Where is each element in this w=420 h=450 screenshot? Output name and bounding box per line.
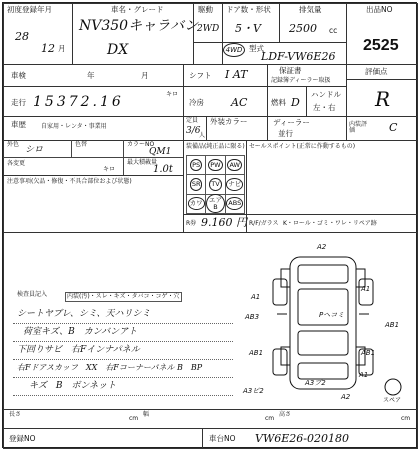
equipment-mark: カワ xyxy=(188,197,205,210)
handle-options: 左・右 xyxy=(313,103,336,112)
modify-label: 各変更 xyxy=(7,160,26,167)
equipment-mark: PS xyxy=(190,159,202,172)
equipment-label: 装備品(純正品に限る) xyxy=(186,143,245,150)
doors-label: ドア数・形状 xyxy=(226,5,271,14)
equipment-cell xyxy=(186,174,206,194)
warranty-sub: 記録簿ディーラー取扱 xyxy=(271,77,331,84)
damage-label: AB1 xyxy=(385,321,400,329)
equipment-mark: ABS xyxy=(226,197,243,210)
color-label: 外装カラー xyxy=(210,117,248,126)
first-reg-year: 28 xyxy=(15,30,29,43)
damage-label: Pヘコミ xyxy=(319,311,345,319)
equipment-cell xyxy=(225,174,245,194)
load-label: 最大積載量 xyxy=(127,159,158,166)
drive-value: 2WD xyxy=(197,24,220,34)
glass-label: R/F/ガラス xyxy=(249,220,279,227)
first-reg-month-unit: 月 xyxy=(58,44,66,53)
damage-label: AB1 xyxy=(361,349,376,357)
model-value: LDF-VW6E26 xyxy=(261,50,336,63)
outer-color-value: シロ xyxy=(25,145,44,155)
capacity-label: 定員 xyxy=(186,117,199,124)
engine-unit: cc xyxy=(329,26,338,35)
equipment-cell xyxy=(205,194,225,214)
lot-label: 出品NO xyxy=(366,5,393,14)
capacity-value: 3/6 xyxy=(186,126,201,136)
model-label: 型式 xyxy=(249,44,264,53)
color-no-value: QM1 xyxy=(149,147,172,157)
damage-label: A1 xyxy=(359,371,369,379)
color-no-label: カラーNO xyxy=(127,141,155,148)
equipment-cell xyxy=(225,155,245,175)
damage-label: A3プ2 xyxy=(305,379,326,387)
glass-options: K・ロール・ゴミ・ワレ・リペア跡 xyxy=(283,220,377,227)
modify-unit: キロ xyxy=(103,166,116,173)
equipment-mark: ナビ xyxy=(226,178,243,191)
mileage-unit: キロ xyxy=(166,91,179,98)
length-label: 長さ xyxy=(9,411,22,418)
inspector-label: 検査員記入 xyxy=(17,291,48,298)
sales-point-box xyxy=(246,140,418,215)
inspector-line: シートヤブレ、シミ、天ハリシミ xyxy=(17,309,151,319)
shaken-month: 月 xyxy=(141,71,149,80)
damage-label: AB1 xyxy=(249,349,264,357)
equipment-mark: SR xyxy=(190,178,203,191)
mileage-label: 走行 xyxy=(11,98,26,107)
inspector-line: 荷室キズ、B カンバンアト xyxy=(23,327,138,337)
auction-sheet xyxy=(2,2,417,448)
equipment-mark: TV xyxy=(209,178,221,191)
history-label: 車歴 xyxy=(11,120,26,129)
interior-value: C xyxy=(389,121,398,134)
engine-value: 2500 xyxy=(289,22,317,35)
shift-label: シフト xyxy=(189,71,212,80)
inspector-line: キズ B ボンネット xyxy=(29,381,117,391)
equipment-cell xyxy=(205,174,225,194)
warranty-label: 保証書 xyxy=(279,66,302,75)
first-reg-label: 初度登録年月 xyxy=(7,5,52,14)
damage-label: AB3 xyxy=(245,313,260,321)
car-name-label: 車名・グレード xyxy=(111,5,164,14)
drive-label: 駆動 xyxy=(198,5,213,14)
car-name: NV350キャラバン xyxy=(79,18,199,34)
first-reg-month: 12 xyxy=(41,42,55,55)
dimensions-box xyxy=(3,409,418,429)
inspector-options: 内装(汚)・スレ・キズ・タバコ・コゲ・穴 xyxy=(67,293,180,300)
inspector-line: 下回りサビ 右Fインナパネル xyxy=(17,345,140,355)
score-label: 評価点 xyxy=(365,67,388,76)
equipment-mark: エアB xyxy=(206,194,224,213)
r-ken-value: 9.160 円 xyxy=(201,216,247,229)
chassis-value: VW6E26-020180 xyxy=(255,432,349,445)
shaken-year: 年 xyxy=(87,71,95,80)
damage-label: A2 xyxy=(341,393,351,401)
interior-label: 内装評価 xyxy=(349,121,368,134)
equipment-grid xyxy=(186,155,244,213)
r-ken-label: R券 xyxy=(186,220,197,227)
damage-label: A1 xyxy=(361,285,371,293)
outer-color-label: 外色 xyxy=(7,141,20,148)
fuel-value: D xyxy=(291,96,300,109)
shaken-label: 車検 xyxy=(11,71,26,80)
car-grade: DX xyxy=(107,42,129,58)
inspector-line: 右Fドアスカッフ XX 右Fコーナーパネル B BP xyxy=(17,363,203,372)
equipment-mark: PW xyxy=(208,159,222,172)
equipment-cell xyxy=(186,194,206,214)
shift-value: I AT xyxy=(225,68,248,81)
dealer-value: 並行 xyxy=(278,129,293,138)
lot-number: 2525 xyxy=(363,37,399,54)
equipment-cell xyxy=(225,194,245,214)
engine-label: 排気量 xyxy=(299,5,322,14)
mileage-value: 15372.16 xyxy=(33,94,124,110)
fuel-label: 燃料 xyxy=(271,98,286,107)
caution-label: 注意事項(欠品・修復・不具合部位および状態) xyxy=(7,178,132,185)
width-unit: cm xyxy=(265,415,275,422)
aircon-label: 冷房 xyxy=(189,98,204,107)
capacity-unit: 人 xyxy=(199,132,206,139)
equipment-cell xyxy=(186,155,206,175)
chassis-label: 車台NO xyxy=(209,434,236,443)
height-unit: cm xyxy=(401,415,411,422)
score-value: R xyxy=(375,87,391,111)
equipment-mark: AW xyxy=(227,159,242,172)
length-unit: cm xyxy=(129,415,139,422)
reg-no-label: 登録NO xyxy=(9,434,36,443)
spare-label: スペア xyxy=(383,397,402,404)
doors-value: 5・V xyxy=(235,22,261,35)
dealer-label: ディーラー xyxy=(273,118,310,127)
color-change-label: 色替 xyxy=(75,141,88,148)
damage-label: A3ピ2 xyxy=(243,387,264,395)
four-wd-stamp: 4WD xyxy=(223,43,245,57)
car-damage-diagram xyxy=(235,239,415,404)
load-value: 1.0t xyxy=(153,164,173,175)
sales-point-label: セールスポイント(正常に作動するもの) xyxy=(249,143,356,150)
damage-label: A2 xyxy=(317,243,327,251)
aircon-value: AC xyxy=(231,96,248,109)
damage-label: A1 xyxy=(251,293,261,301)
history-options: 自家用・レンタ・事業用 xyxy=(41,123,107,130)
height-label: 高さ xyxy=(279,411,292,418)
width-label: 幅 xyxy=(143,411,150,418)
handle-label: ハンドル xyxy=(311,90,341,99)
equipment-cell xyxy=(205,155,225,175)
